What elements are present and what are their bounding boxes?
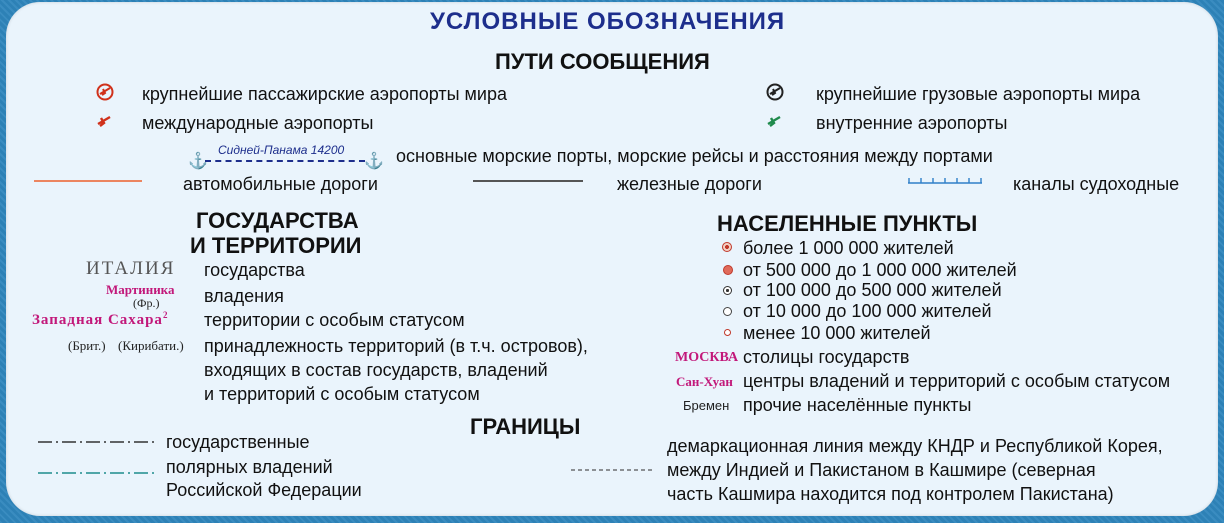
pop-over-1m-label: более 1 000 000 жителей bbox=[743, 238, 954, 258]
railways-label: железные дороги bbox=[617, 174, 762, 194]
canals-label: каналы судоходные bbox=[1013, 174, 1180, 194]
affiliation-label-1: принадлежность территорий (в т.ч. островов), bbox=[204, 336, 588, 356]
polar-border-label-2: Российской Федерации bbox=[166, 480, 362, 500]
cargo-airport-label: крупнейшие грузовые аэропорты мира bbox=[816, 84, 1141, 104]
state-label: государства bbox=[204, 260, 305, 280]
transport-heading: ПУТИ СООБЩЕНИЯ bbox=[495, 49, 710, 74]
city-10k-icon bbox=[723, 307, 732, 316]
possession-note: (Фр.) bbox=[133, 296, 160, 310]
passenger-airport-icon bbox=[96, 83, 114, 101]
anchor-icon: ⚓ bbox=[188, 153, 208, 170]
affiliation-sample-brit: (Брит.) bbox=[68, 338, 106, 353]
special-status-footnote: 2 bbox=[162, 310, 169, 320]
roads-label: автомобильные дороги bbox=[183, 174, 378, 194]
states-heading-line2: И ТЕРРИТОРИИ bbox=[190, 233, 362, 258]
capital-sample: МОСКВА bbox=[675, 350, 739, 365]
demarcation-label-3: часть Кашмира находится под контролем Пакистана) bbox=[667, 484, 1114, 504]
center-sample: Сан-Хуан bbox=[676, 374, 733, 389]
city-100k-icon bbox=[723, 286, 732, 295]
pop-under-10k-label: менее 10 000 жителей bbox=[743, 323, 931, 343]
sea-route-sample: Сидней-Панама 14200 bbox=[218, 143, 345, 157]
affiliation-label-2: входящих в состав государств, владений bbox=[204, 360, 548, 380]
pop-10k-label: от 10 000 до 100 000 жителей bbox=[743, 301, 992, 321]
state-border-line bbox=[38, 440, 154, 444]
capital-label: столицы государств bbox=[743, 347, 910, 367]
pop-500k-label: от 500 000 до 1 000 000 жителей bbox=[743, 260, 1017, 280]
affiliation-sample-kiribati: (Кирибати.) bbox=[118, 338, 184, 353]
city-1m-icon bbox=[722, 242, 732, 252]
other-settlement-sample: Бремен bbox=[683, 398, 730, 413]
rail-line bbox=[473, 180, 583, 182]
polar-border-line bbox=[38, 471, 154, 475]
canal-line bbox=[907, 176, 983, 184]
passenger-airport-label: крупнейшие пассажирские аэропорты мира bbox=[142, 84, 507, 104]
international-airport-icon bbox=[96, 113, 112, 129]
borders-heading: ГРАНИЦЫ bbox=[470, 414, 581, 439]
special-status-sample bbox=[32, 310, 168, 329]
possession-sample: Мартиника bbox=[106, 282, 175, 297]
polar-border-label-1: полярных владений bbox=[166, 457, 333, 477]
affiliation-label-3: и территорий с особым статусом bbox=[204, 384, 480, 404]
possession-label: владения bbox=[204, 286, 284, 306]
sea-ports-label: основные морские порты, морские рейсы и расстояния между портами bbox=[396, 146, 993, 166]
pop-100k-label: от 100 000 до 500 000 жителей bbox=[743, 280, 1002, 300]
anchor-icon: ⚓ bbox=[364, 153, 384, 170]
state-sample-italy: ИТАЛИЯ bbox=[86, 258, 176, 279]
domestic-airport-icon bbox=[766, 113, 782, 129]
other-settlement-label: прочие населённые пункты bbox=[743, 395, 972, 415]
special-status-label: территории с особым статусом bbox=[204, 310, 465, 330]
state-border-label: государственные bbox=[166, 432, 310, 452]
cargo-airport-icon bbox=[766, 83, 784, 101]
domestic-airport-label: внутренние аэропорты bbox=[816, 113, 1008, 133]
states-heading-line1: ГОСУДАРСТВА bbox=[196, 208, 359, 233]
city-500k-icon bbox=[723, 265, 733, 275]
settlements-heading: НАСЕЛЕННЫЕ ПУНКТЫ bbox=[717, 211, 978, 236]
demarcation-label-1: демаркационная линия между КНДР и Республикой Корея, bbox=[667, 436, 1163, 456]
legend-title: УСЛОВНЫЕ ОБОЗНАЧЕНИЯ bbox=[430, 8, 786, 35]
city-small-icon bbox=[724, 329, 731, 336]
sea-route-line bbox=[205, 160, 365, 162]
center-label: центры владений и территорий с особым статусом bbox=[743, 371, 1171, 391]
road-line bbox=[34, 180, 142, 182]
international-airport-label: международные аэропорты bbox=[142, 113, 374, 133]
special-status-name: Западная Сахара bbox=[32, 312, 163, 328]
demarcation-label-2: между Индией и Пакистаном в Кашмире (северная bbox=[667, 460, 1096, 480]
demarcation-line bbox=[571, 468, 655, 472]
